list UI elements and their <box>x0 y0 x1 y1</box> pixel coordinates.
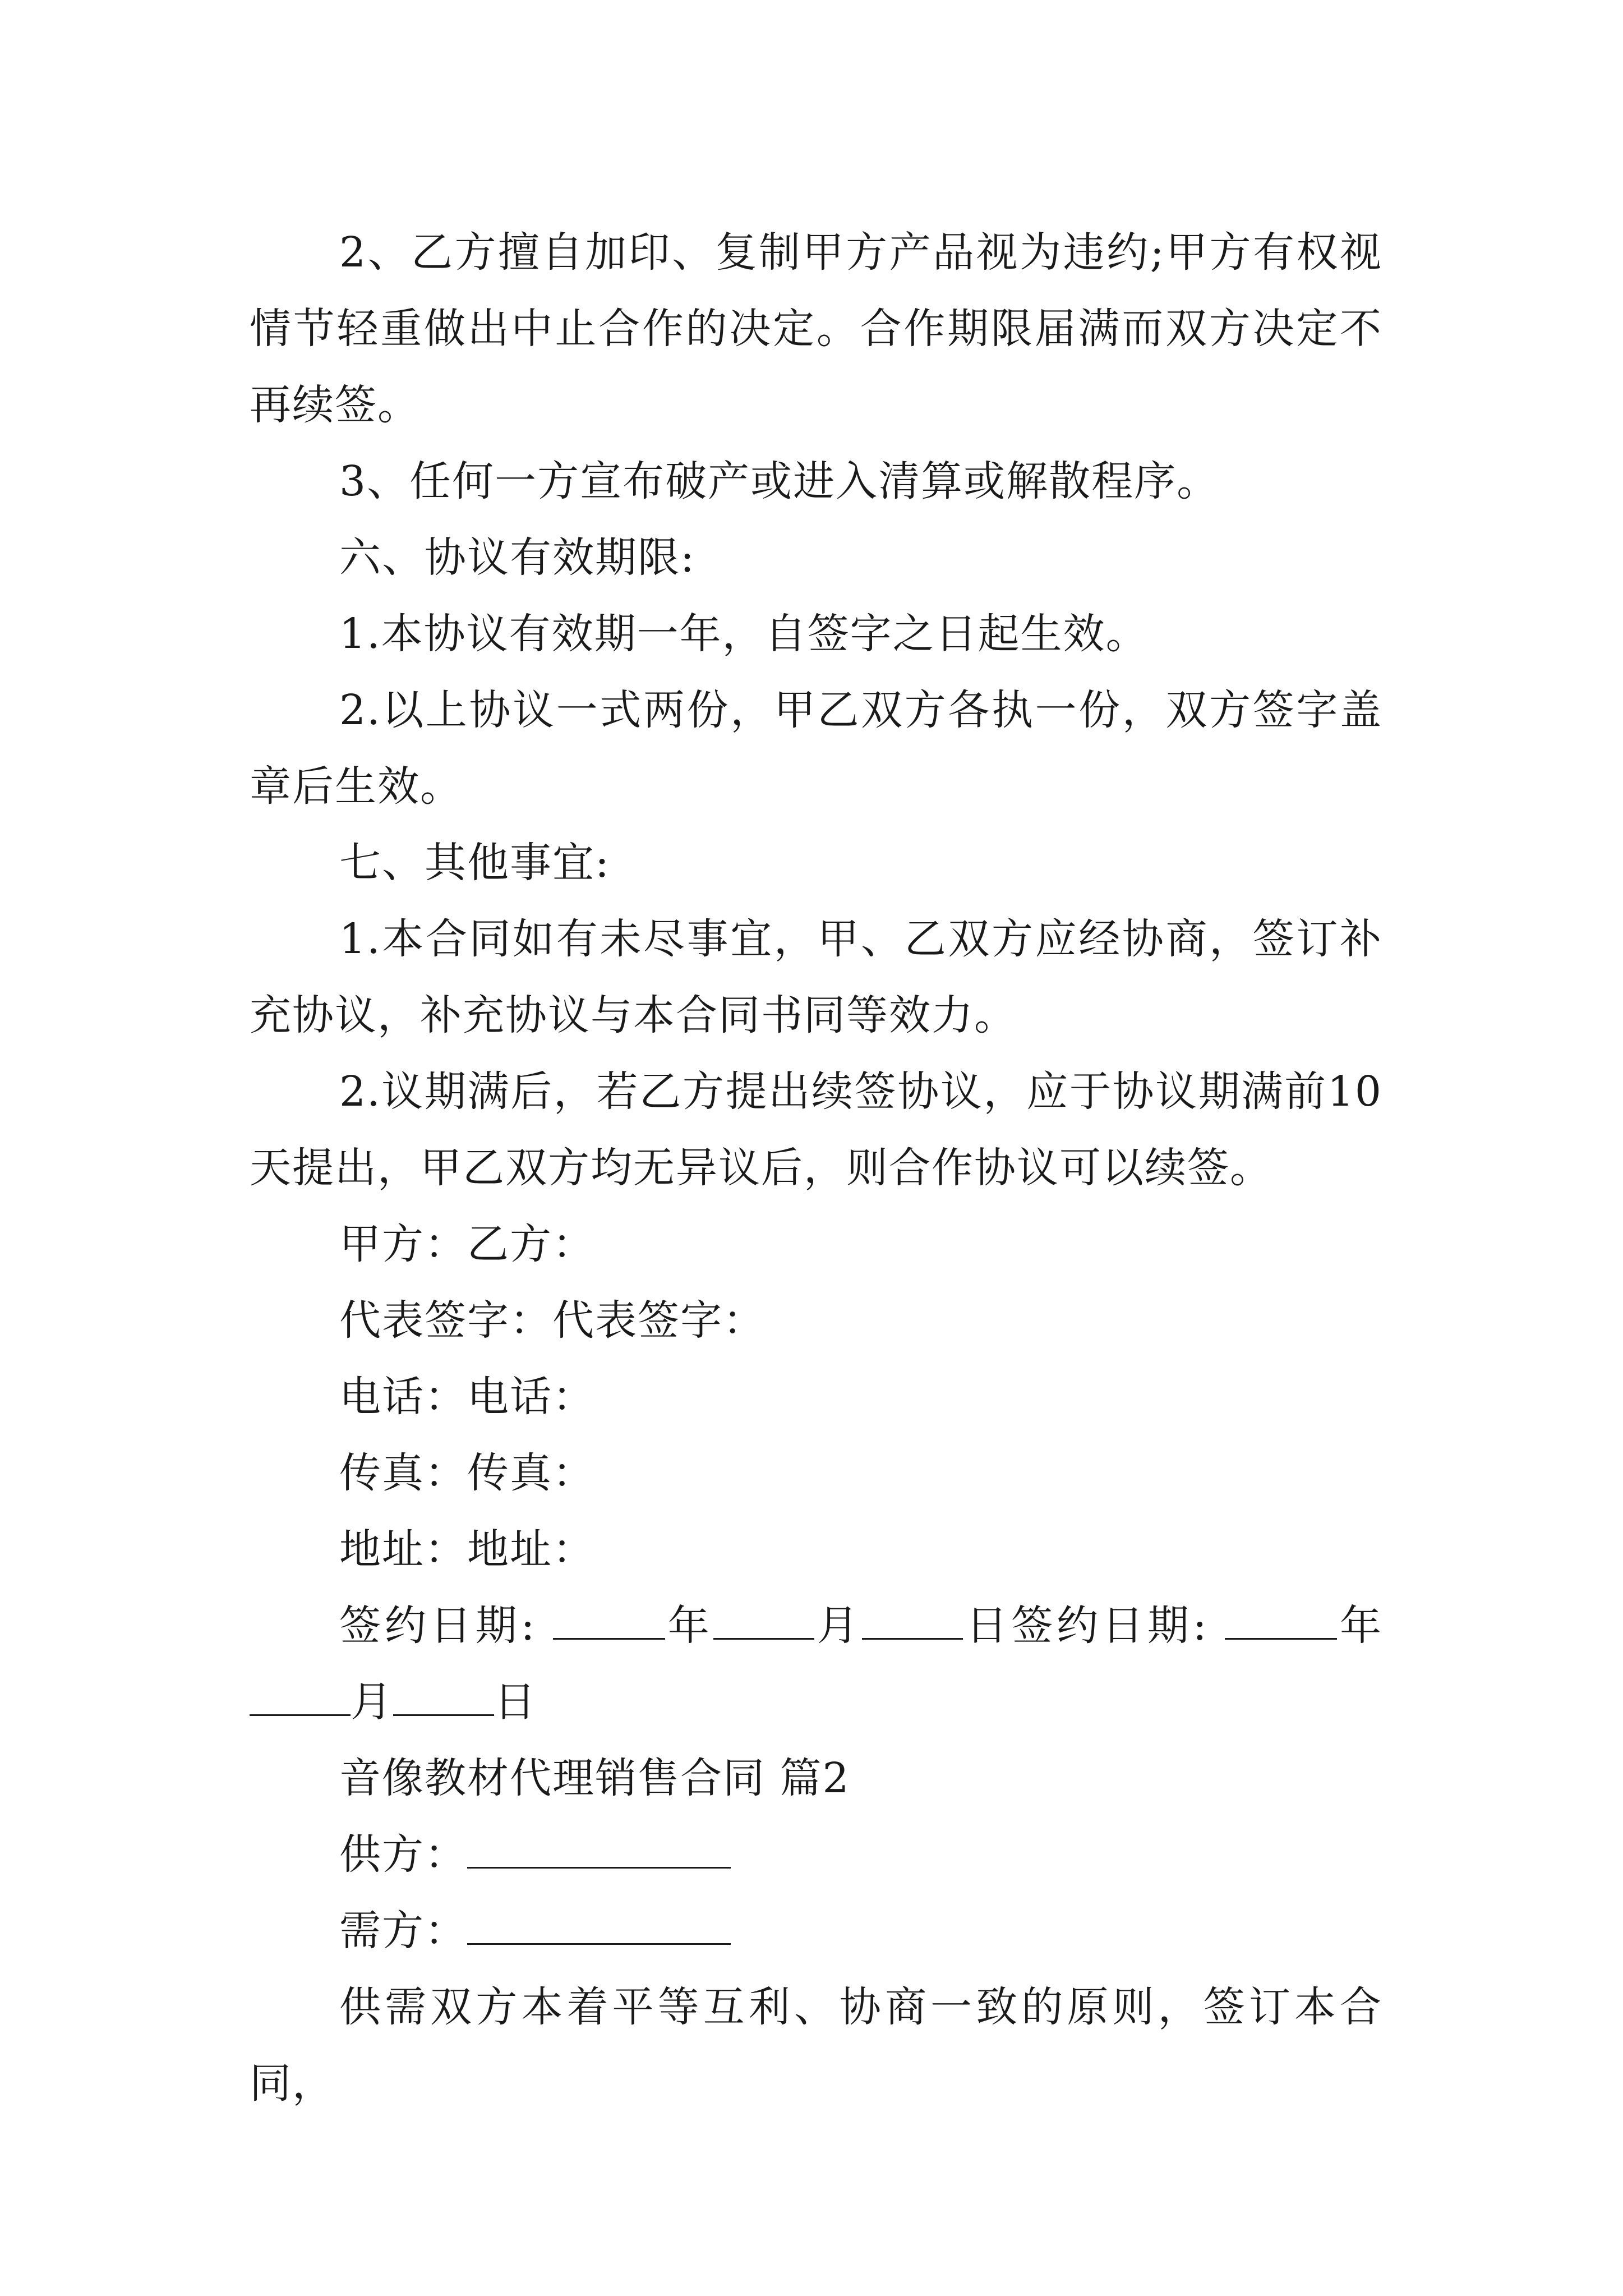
section-other-heading: 七、其他事宜: <box>339 839 610 887</box>
year-blank-2 <box>1225 1603 1337 1640</box>
supplier-label: 供方： <box>339 1830 467 1879</box>
month-label-2: 月 <box>351 1678 393 1726</box>
month-blank-1 <box>713 1603 814 1640</box>
supplier-line <box>250 1816 1382 1893</box>
buyer-label: 需方： <box>339 1907 467 1955</box>
address-line: 地址：地址： <box>339 1525 595 1573</box>
fax-line: 传真：传真： <box>339 1449 595 1497</box>
phone-line: 电话：电话： <box>339 1373 595 1421</box>
clause-renewal: 2.议期满后，若乙方提出续签协议，应于协议期满前10天提出，甲乙双方均无异议后，则合作协议可以续签。 <box>250 1068 1382 1192</box>
day-label-1: 日签约日期: <box>963 1602 1208 1650</box>
clause-supplement: 1.本合同如有未尽事宜，甲、乙双方应经协商，签订补充协议，补充协议与本合同书同等效力。 <box>250 915 1382 1039</box>
month-blank-2 <box>250 1680 351 1716</box>
sign-date-line <box>250 1588 1382 1740</box>
document-body <box>250 214 1382 2122</box>
section-validity-heading: 六、协议有效期限: <box>339 533 695 582</box>
clause-copies: 2.以上协议一式两份，甲乙双方各执一份，双方签字盖章后生效。 <box>250 686 1382 811</box>
supplier-blank <box>467 1832 731 1869</box>
year-label-1: 年 <box>665 1602 713 1650</box>
party-line: 甲方：乙方： <box>339 1220 595 1268</box>
clause-bankruptcy: 3、任何一方宣布破产或进入清算或解散程序。 <box>339 457 1220 505</box>
year-blank-1 <box>553 1603 665 1640</box>
signature-line: 代表签字：代表签字： <box>339 1296 766 1345</box>
buyer-line <box>250 1893 1382 1969</box>
contract-intro: 供需双方本着平等互利、协商一致的原则，签订本合同， <box>250 1983 1382 2108</box>
buyer-blank <box>467 1908 731 1945</box>
day-blank-2 <box>393 1680 494 1716</box>
clause-validity-term: 1.本协议有效期一年，自签字之日起生效。 <box>339 610 1149 658</box>
clause-breach: 2、乙方擅自加印、复制甲方产品视为违约;甲方有权视情节轻重做出中止合作的决定。合作期限届满而双方决定不再续签。 <box>250 228 1382 429</box>
contract-title-2: 音像教材代理销售合同 篇2 <box>339 1754 850 1802</box>
year-label-2: 年 <box>1337 1602 1383 1650</box>
sign-date-label-1: 签约日期: <box>339 1602 536 1650</box>
day-label-2: 日 <box>494 1678 537 1726</box>
day-blank-1 <box>862 1603 963 1640</box>
month-label-1: 月 <box>814 1602 863 1650</box>
